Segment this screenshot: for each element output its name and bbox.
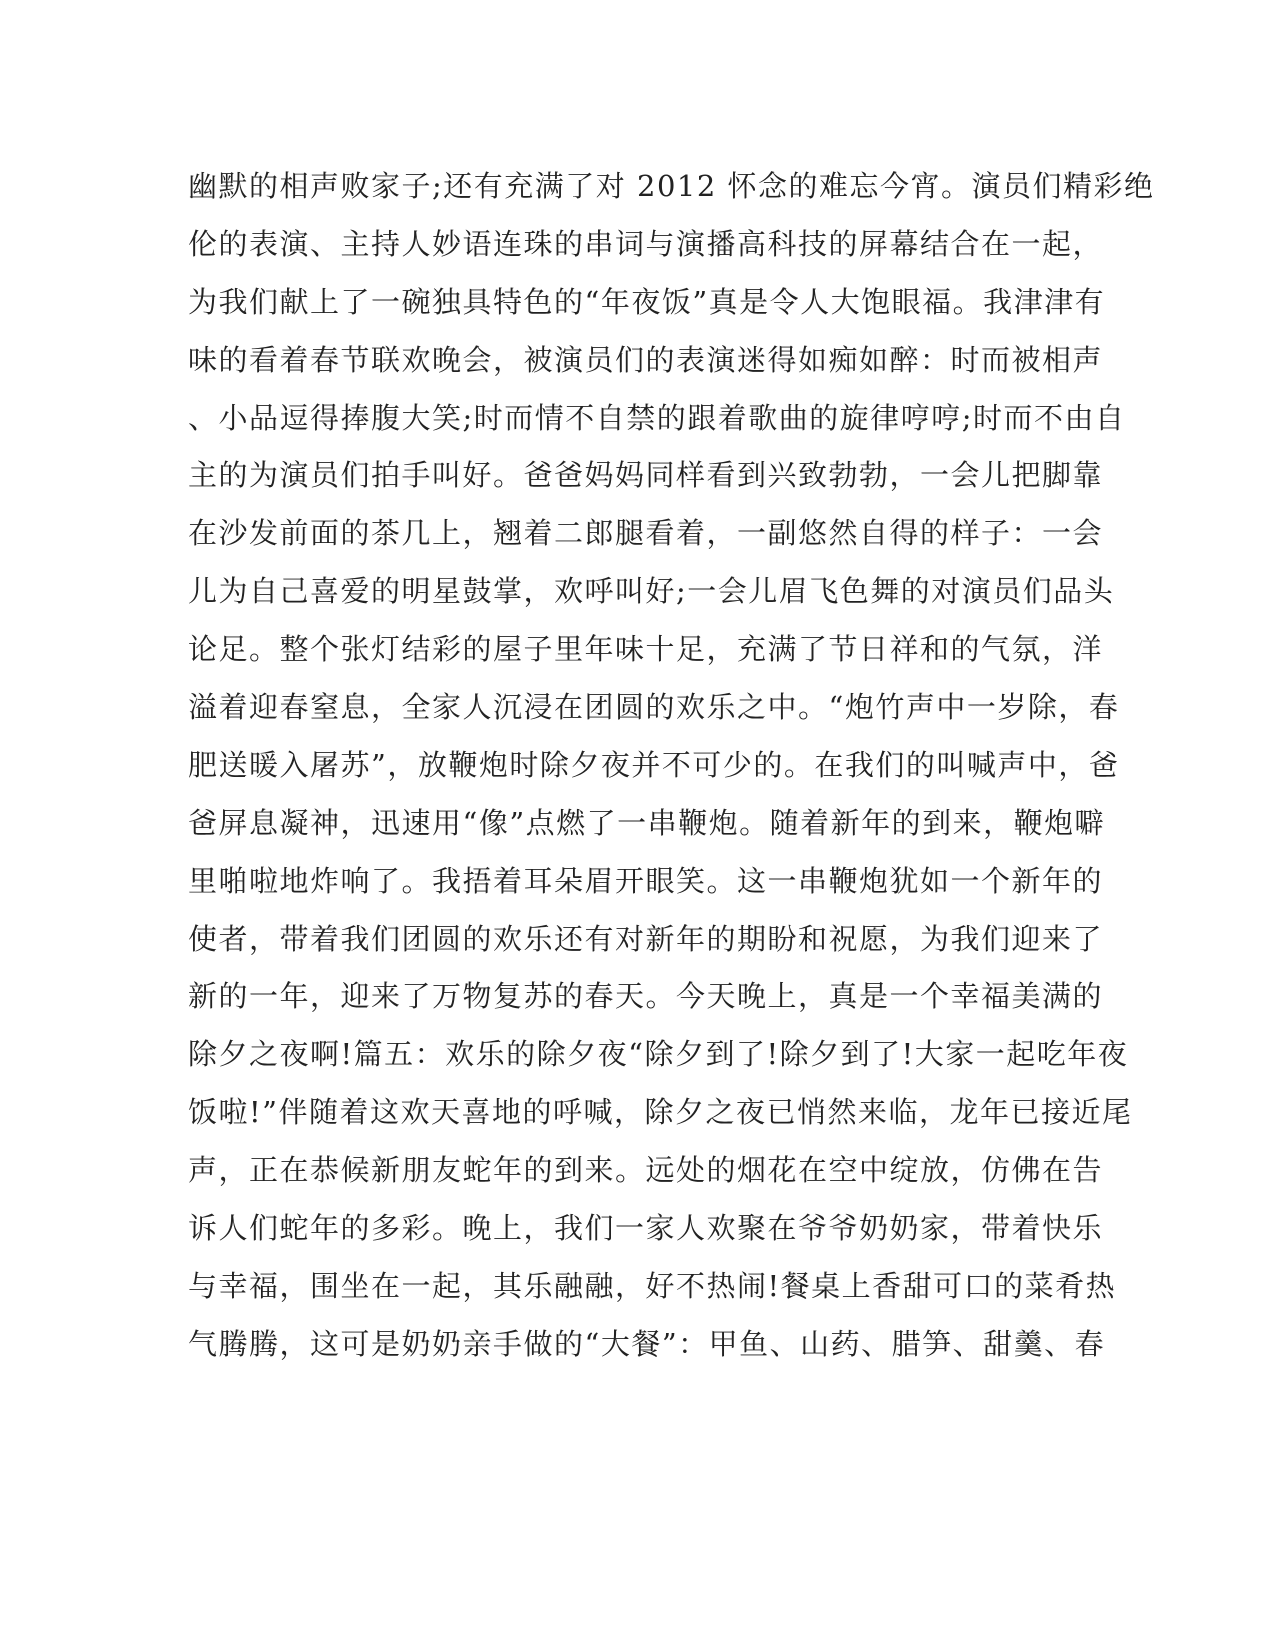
text-line: 使者，带着我们团圆的欢乐还有对新年的期盼和祝愿，为我们迎来了 <box>188 921 1104 956</box>
text-line: 爸屏息凝神，迅速用“像”点燃了一串鞭炮。随着新年的到来，鞭炮噼 <box>188 805 1106 840</box>
text-line: 儿为自己喜爱的明星鼓掌，欢呼叫好;一会儿眉飞色舞的对演员们品头 <box>188 574 1115 609</box>
text-line: 幽默的相声败家子;还有充满了对 2012 怀念的难忘今宵。演员们精彩绝 <box>188 169 1155 203</box>
text-line: 饭啦!”伴随着这欢天喜地的呼喊，除夕之夜已悄然来临，龙年已接近尾 <box>188 1095 1133 1130</box>
text-line: 诉人们蛇年的多彩。晚上，我们一家人欢聚在爷爷奶奶家，带着快乐 <box>188 1211 1104 1246</box>
text-line: 味的看着春节联欢晚会，被演员们的表演迷得如痴如醉：时而被相声 <box>188 342 1104 377</box>
text-line: 伦的表演、主持人妙语连珠的串词与演播高科技的屏幕结合在一起， <box>188 226 1104 261</box>
body-text <box>188 158 1155 1374</box>
text-line: 在沙发前面的茶几上，翘着二郎腿看着，一副悠然自得的样子：一会 <box>188 516 1104 551</box>
text-line: 论足。整个张灯结彩的屋子里年味十足，充满了节日祥和的气氛，洋 <box>188 632 1104 667</box>
text-line: 里啪啦地炸响了。我捂着耳朵眉开眼笑。这一串鞭炮犹如一个新年的 <box>188 863 1104 898</box>
text-line: 为我们献上了一碗独具特色的“年夜饭”真是令人大饱眼福。我津津有 <box>188 284 1106 319</box>
text-line: 新的一年，迎来了万物复苏的春天。今天晚上，真是一个幸福美满的 <box>188 979 1104 1014</box>
text-line: 除夕之夜啊!篇五：欢乐的除夕夜“除夕到了!除夕到了!大家一起吃年夜 <box>188 1037 1129 1072</box>
text-line: 、小品逗得捧腹大笑;时而情不自禁的跟着歌曲的旋律哼哼;时而不由自 <box>188 400 1126 435</box>
text-line: 溢着迎春窒息，全家人沉浸在团圆的欢乐之中。“炮竹声中一岁除，春 <box>188 690 1120 725</box>
text-line: 气腾腾，这可是奶奶亲手做的“大餐”：甲鱼、山药、腊笋、甜羹、春 <box>188 1326 1106 1361</box>
text-line: 与幸福，围坐在一起，其乐融融，好不热闹!餐桌上香甜可口的菜肴热 <box>188 1268 1117 1303</box>
text-line: 声，正在恭候新朋友蛇年的到来。远处的烟花在空中绽放，仿佛在告 <box>188 1153 1104 1188</box>
text-line: 肥送暖入屠苏”，放鞭炮时除夕夜并不可少的。在我们的叫喊声中，爸 <box>188 747 1120 782</box>
text-line: 主的为演员们拍手叫好。爸爸妈妈同样看到兴致勃勃，一会儿把脚靠 <box>188 458 1104 493</box>
